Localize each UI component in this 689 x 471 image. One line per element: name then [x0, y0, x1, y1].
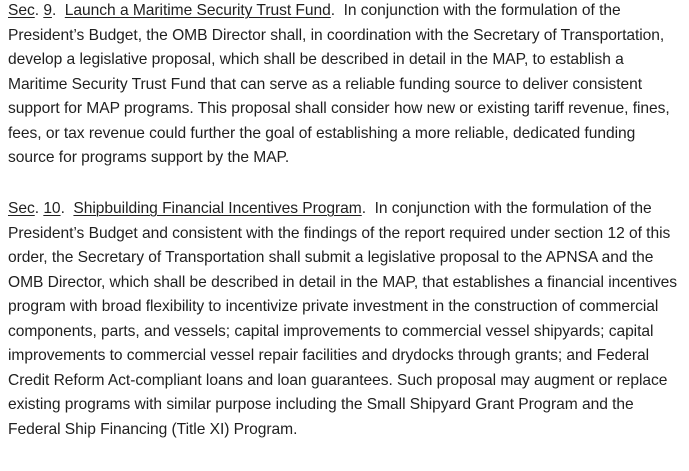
section-10: Sec. 10. Shipbuilding Financial Incentives Program. In conjunction with the formulation of the President’s Budget and consistent with the findings of the report required under section 12 of this order, the Secretary of Transportation shall submit a legislative proposal to the APNSA and the OMB Director, which shall be described in detail in the MAP, that establishes a financial incentives program with broad flexibility to incentivize private investment in the construction of commercial components, parts, and vessels; capital improvements to commercial vessel shipyards; capital improvements to commercial vessel repair facilities and drydocks through grants; and Federal Credit Reform Act-compliant loans and loan guarantees. Such proposal may augment or replace existing programs with similar purpose including the Small Shipyard Grant Program and the Federal Ship Financing (Title XI) Program. [8, 200, 678, 438]
section-title: Shipbuilding Financial Incentives Program [73, 200, 362, 217]
section-9: Sec. 9. Launch a Maritime Security Trust Fund. In conjunction with the formulation of the President’s Budget, the OMB Director shall, in coordination with the Secretary of Transportation, develop a legislative proposal, which shall be described in detail in the MAP, to establish a Maritime Security Trust Fund that can serve as a reliable funding source to deliver consistent support for MAP programs. This proposal shall consider how new or existing tariff revenue, fines, fees, or tax revenue could further the goal of establishing a more reliable, dedicated funding source for programs support by the MAP. [8, 2, 670, 166]
section-body: In conjunction with the formulation of the President’s Budget, the OMB Director shall, in coordination with the Secretary of Transportation, develop a legislative proposal, which shall be described in detail in the MAP, to establish a Maritime Security Trust Fund that can serve as a reliable funding source to deliver consistent support for MAP programs. This proposal shall consider how new or existing tariff revenue, fines, fees, or tax revenue could further the goal of establishing a more reliable, dedicated funding source for programs support by the MAP. [8, 2, 670, 166]
section-number: 10 [43, 200, 61, 217]
section-title: Launch a Maritime Security Trust Fund [64, 2, 331, 19]
section-label: Sec [8, 2, 35, 19]
section-label: Sec [8, 200, 35, 217]
section-body: In conjunction with the formulation of the President’s Budget and consistent with the findings of the report required under section 12 of this order, the Secretary of Transportation shall submit a legislative proposal to the APNSA and the OMB Director, which shall be described in detail in the MAP, that establishes a financial incentives program with broad flexibility to incentivize private investment in the construction of commercial components, parts, and vessels; capital improvements to commercial vessel shipyards; capital improvements to commercial vessel repair facilities and drydocks through grants; and Federal Credit Reform Act-compliant loans and loan guarantees. Such proposal may augment or replace existing programs with similar purpose including the Small Shipyard Grant Program and the Federal Ship Financing (Title XI) Program. [8, 200, 678, 438]
section-number: 9 [43, 2, 52, 19]
